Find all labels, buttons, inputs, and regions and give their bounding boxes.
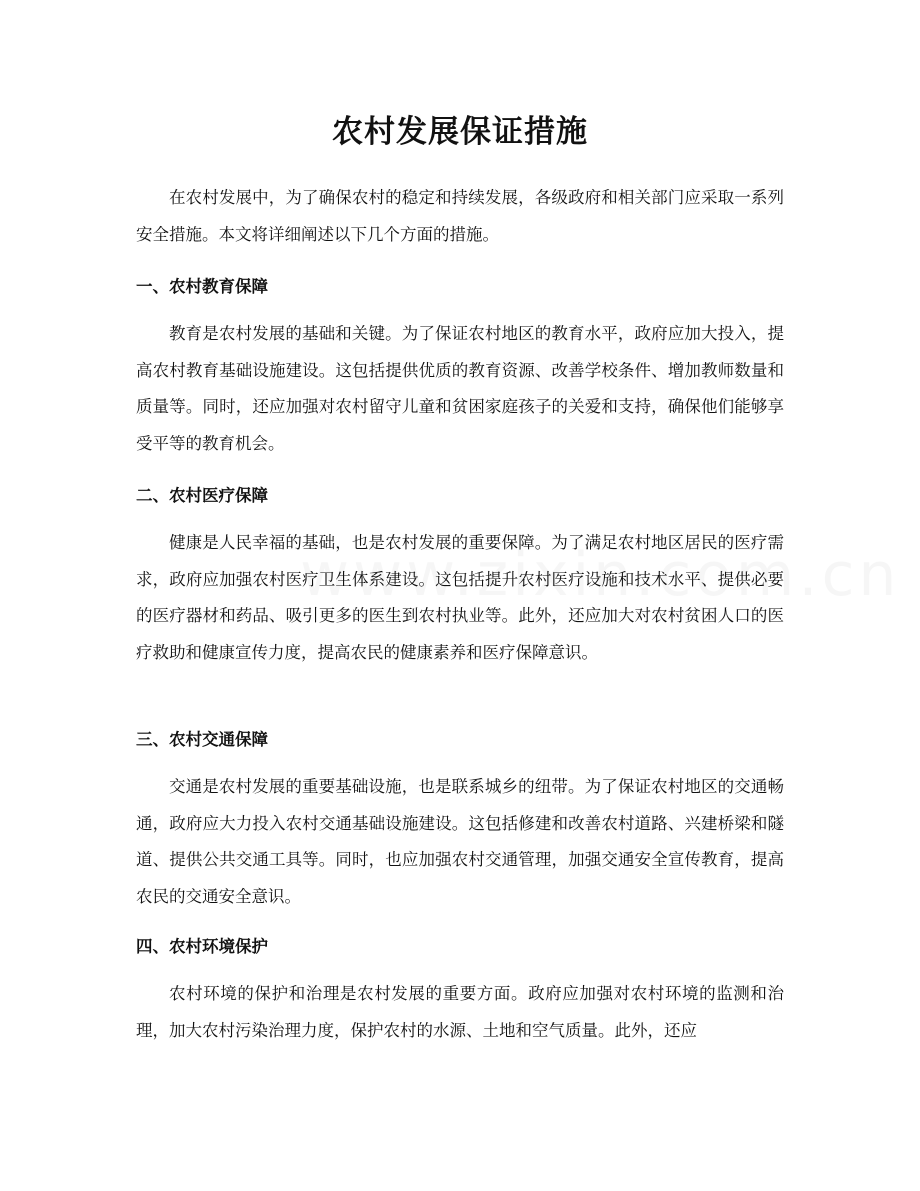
section-heading-transport: 三、农村交通保障 [136,730,268,749]
section-heading-medical: 二、农村医疗保障 [136,486,268,505]
section-body-transport: 交通是农村发展的重要基础设施，也是联系城乡的纽带。为了保证农村地区的交通畅通，政府应大力投入农村交通基础设施建设。这包括修建和改善农村道路、兴建桥梁和隧道、提供公共交通工具等。同时，也应加强农村交通管理，加强交通安全宣传教育，提高农民的交通安全意识。 [136,777,784,906]
page-title: 农村发展保证措施 [332,114,588,150]
section-body-education: 教育是农村发展的基础和关键。为了保证农村地区的教育水平，政府应加大投入，提高农村教育基础设施建设。这包括提供优质的教育资源、改善学校条件、增加教师数量和质量等。同时，还应加强对农村留守儿童和贫困家庭孩子的关爱和支持，确保他们能够享受平等的教育机会。 [136,324,784,453]
section-heading-education: 一、农村教育保障 [136,277,268,296]
section-body-environment: 农村环境的保护和治理是农村发展的重要方面。政府应加强对农村环境的监测和治理，加大农村污染治理力度，保护农村的水源、土地和空气质量。此外，还应 [136,984,784,1040]
section-heading-environment: 四、农村环境保护 [136,937,268,956]
intro-paragraph: 在农村发展中，为了确保农村的稳定和持续发展，各级政府和相关部门应采取一系列安全措施。本文将详细阐述以下几个方面的措施。 [136,188,784,244]
section-body-medical: 健康是人民幸福的基础，也是农村发展的重要保障。为了满足农村地区居民的医疗需求，政府应加强农村医疗卫生体系建设。这包括提升农村医疗设施和技术水平、提供必要的医疗器材和药品、吸引更多的医生到农村执业等。此外，还应加大对农村贫困人口的医疗救助和健康宣传力度，提高农民的健康素养和医疗保障意识。 [136,533,784,662]
